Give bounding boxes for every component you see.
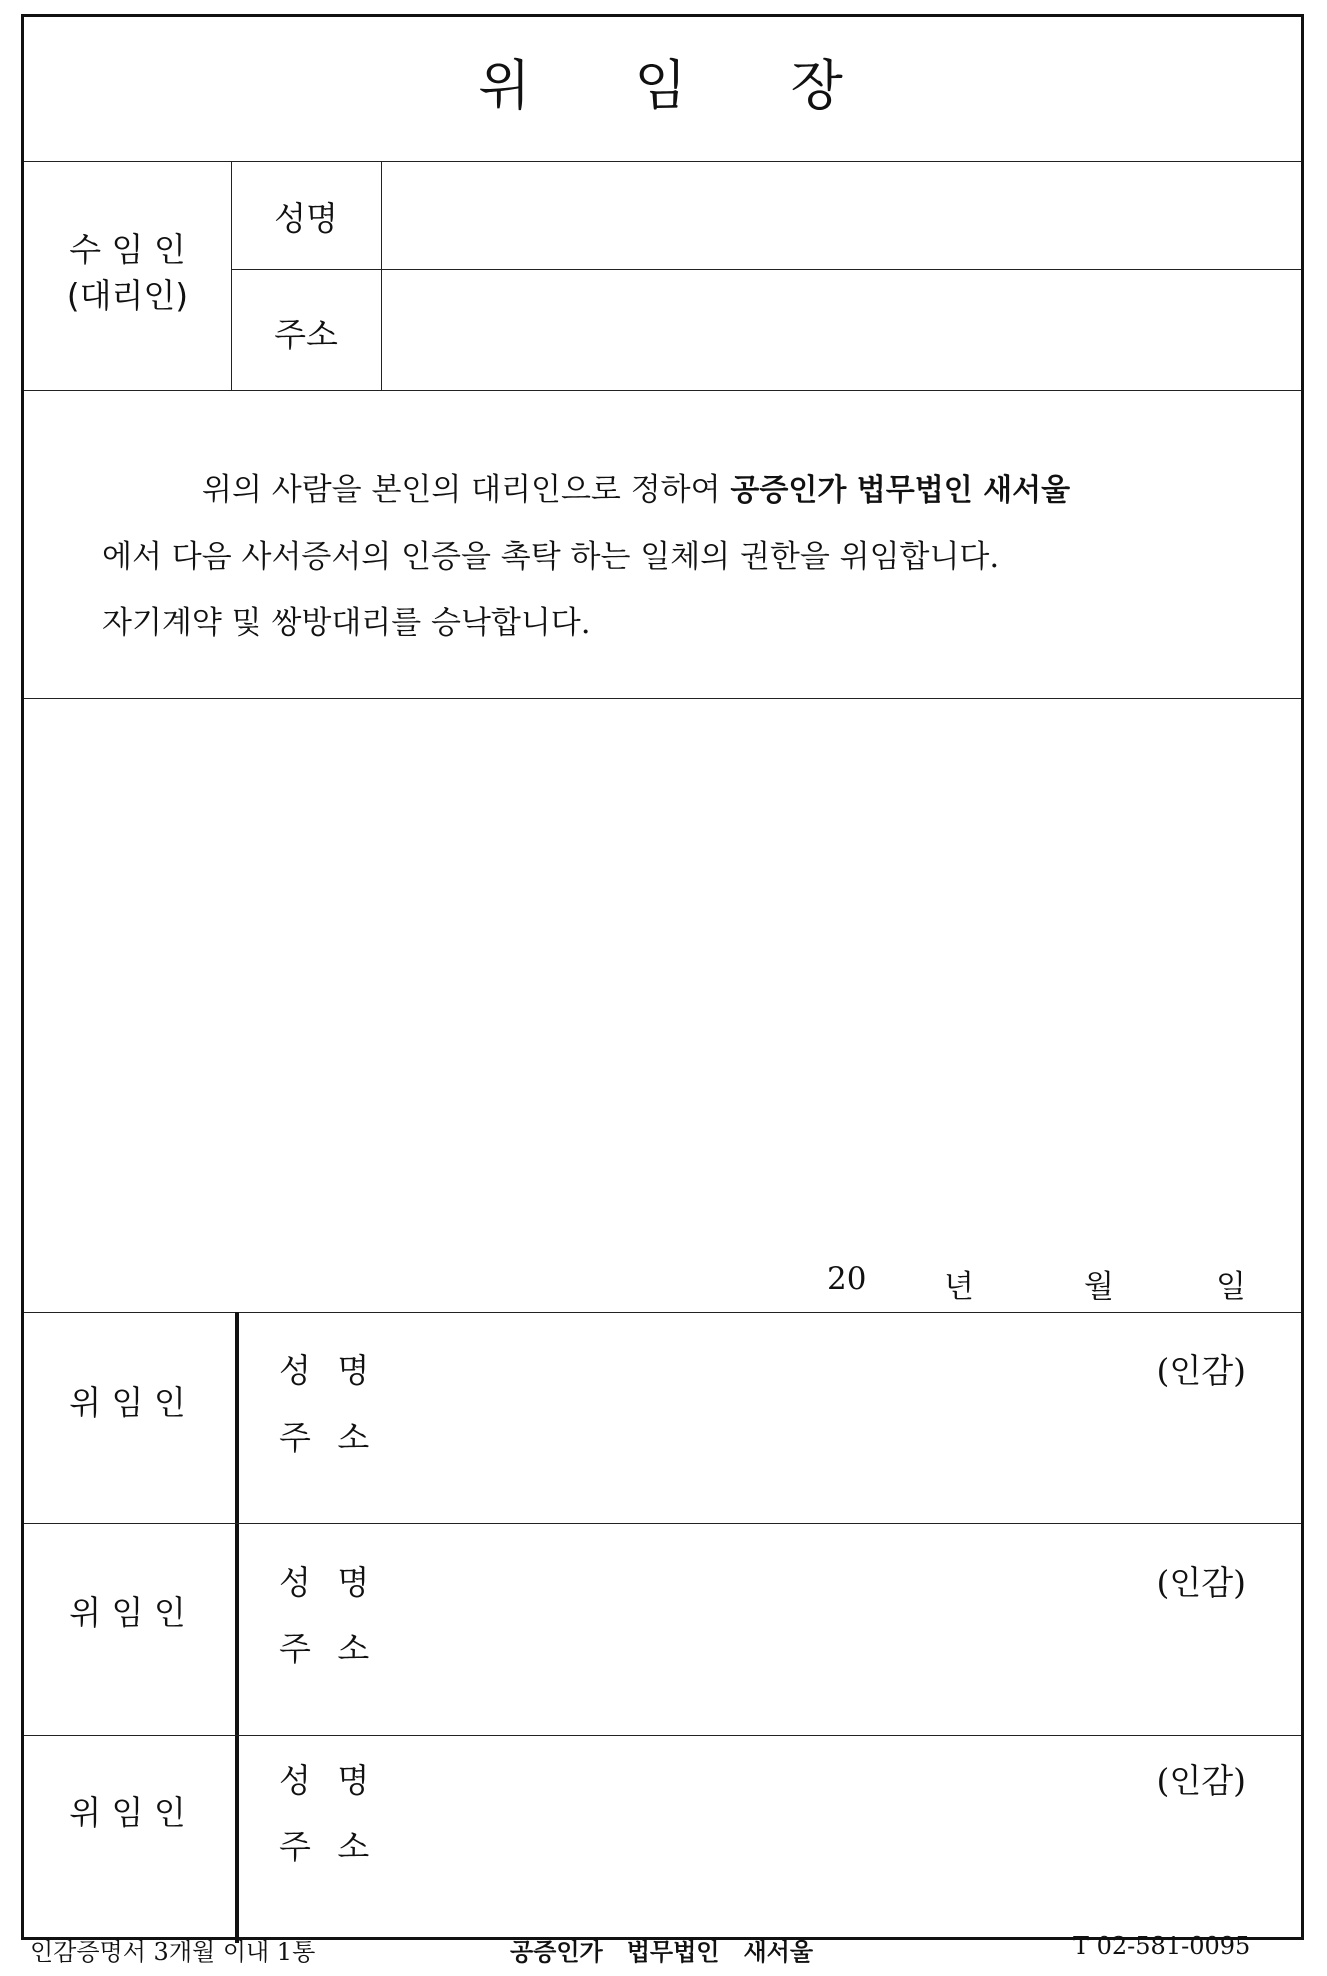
statement-line2: 에서 다음 사서증서의 인증을 촉탁 하는 일체의 권한을 위임합니다.	[102, 539, 1000, 575]
grantor-label: 위 임 인	[69, 1593, 186, 1632]
date-year-unit: 년	[944, 1269, 974, 1305]
seal-mark: (인감)	[1156, 1351, 1246, 1390]
agent-label	[24, 227, 231, 319]
agent-name-field[interactable]	[382, 162, 1301, 269]
statement-line1: 위의 사람을 본인의 대리인으로 정하여	[202, 472, 721, 508]
seal-mark: (인감)	[1156, 1563, 1246, 1602]
divider	[24, 1735, 1301, 1736]
agent-name-label: 성명	[274, 199, 338, 238]
delegation-statement	[102, 457, 1241, 656]
divider	[24, 698, 1301, 699]
divider	[24, 1312, 1301, 1313]
grantor-address-label: 주 소	[279, 1418, 378, 1457]
title-char-3: 장	[790, 54, 847, 117]
grantor-label: 위 임 인	[69, 1793, 186, 1832]
notary-firm-name: 공증인가 법무법인 새서울	[730, 473, 1071, 508]
title-char-1: 위	[478, 54, 535, 117]
divider	[235, 1312, 239, 1943]
statement-line3: 자기계약 및 쌍방대리를 승낙합니다.	[102, 605, 591, 641]
grantor-address-label: 주 소	[279, 1827, 378, 1866]
document-title	[24, 43, 1301, 120]
date-day-unit: 일	[1216, 1269, 1246, 1305]
grantor-name-label: 성 명	[279, 1563, 378, 1602]
footer-firm-name: 공증인가 법무법인 새서울	[510, 1938, 814, 1966]
date-year: 20	[827, 1261, 867, 1297]
document-frame	[21, 14, 1304, 1940]
seal-mark: (인감)	[1156, 1761, 1246, 1800]
divider	[231, 269, 1301, 270]
grantor-address-label: 주 소	[279, 1629, 378, 1668]
grantor-name-label: 성 명	[279, 1761, 378, 1800]
agent-label-line1: 수 임 인	[69, 230, 186, 269]
content-area[interactable]	[24, 700, 1301, 1240]
grantor-label: 위 임 인	[69, 1383, 186, 1422]
divider	[24, 1523, 1301, 1524]
agent-label-line2: (대리인)	[66, 276, 189, 315]
agent-address-label: 주소	[274, 315, 338, 354]
grantor-name-label: 성 명	[279, 1351, 378, 1390]
divider	[24, 390, 1301, 391]
title-char-2: 임	[634, 54, 691, 117]
footer-phone: T 02-581-0095	[1073, 1932, 1251, 1960]
agent-address-field[interactable]	[382, 271, 1301, 389]
date-month-unit: 월	[1084, 1269, 1114, 1305]
footer-requirement: 인감증명서 3개월 이내 1통	[30, 1938, 316, 1966]
